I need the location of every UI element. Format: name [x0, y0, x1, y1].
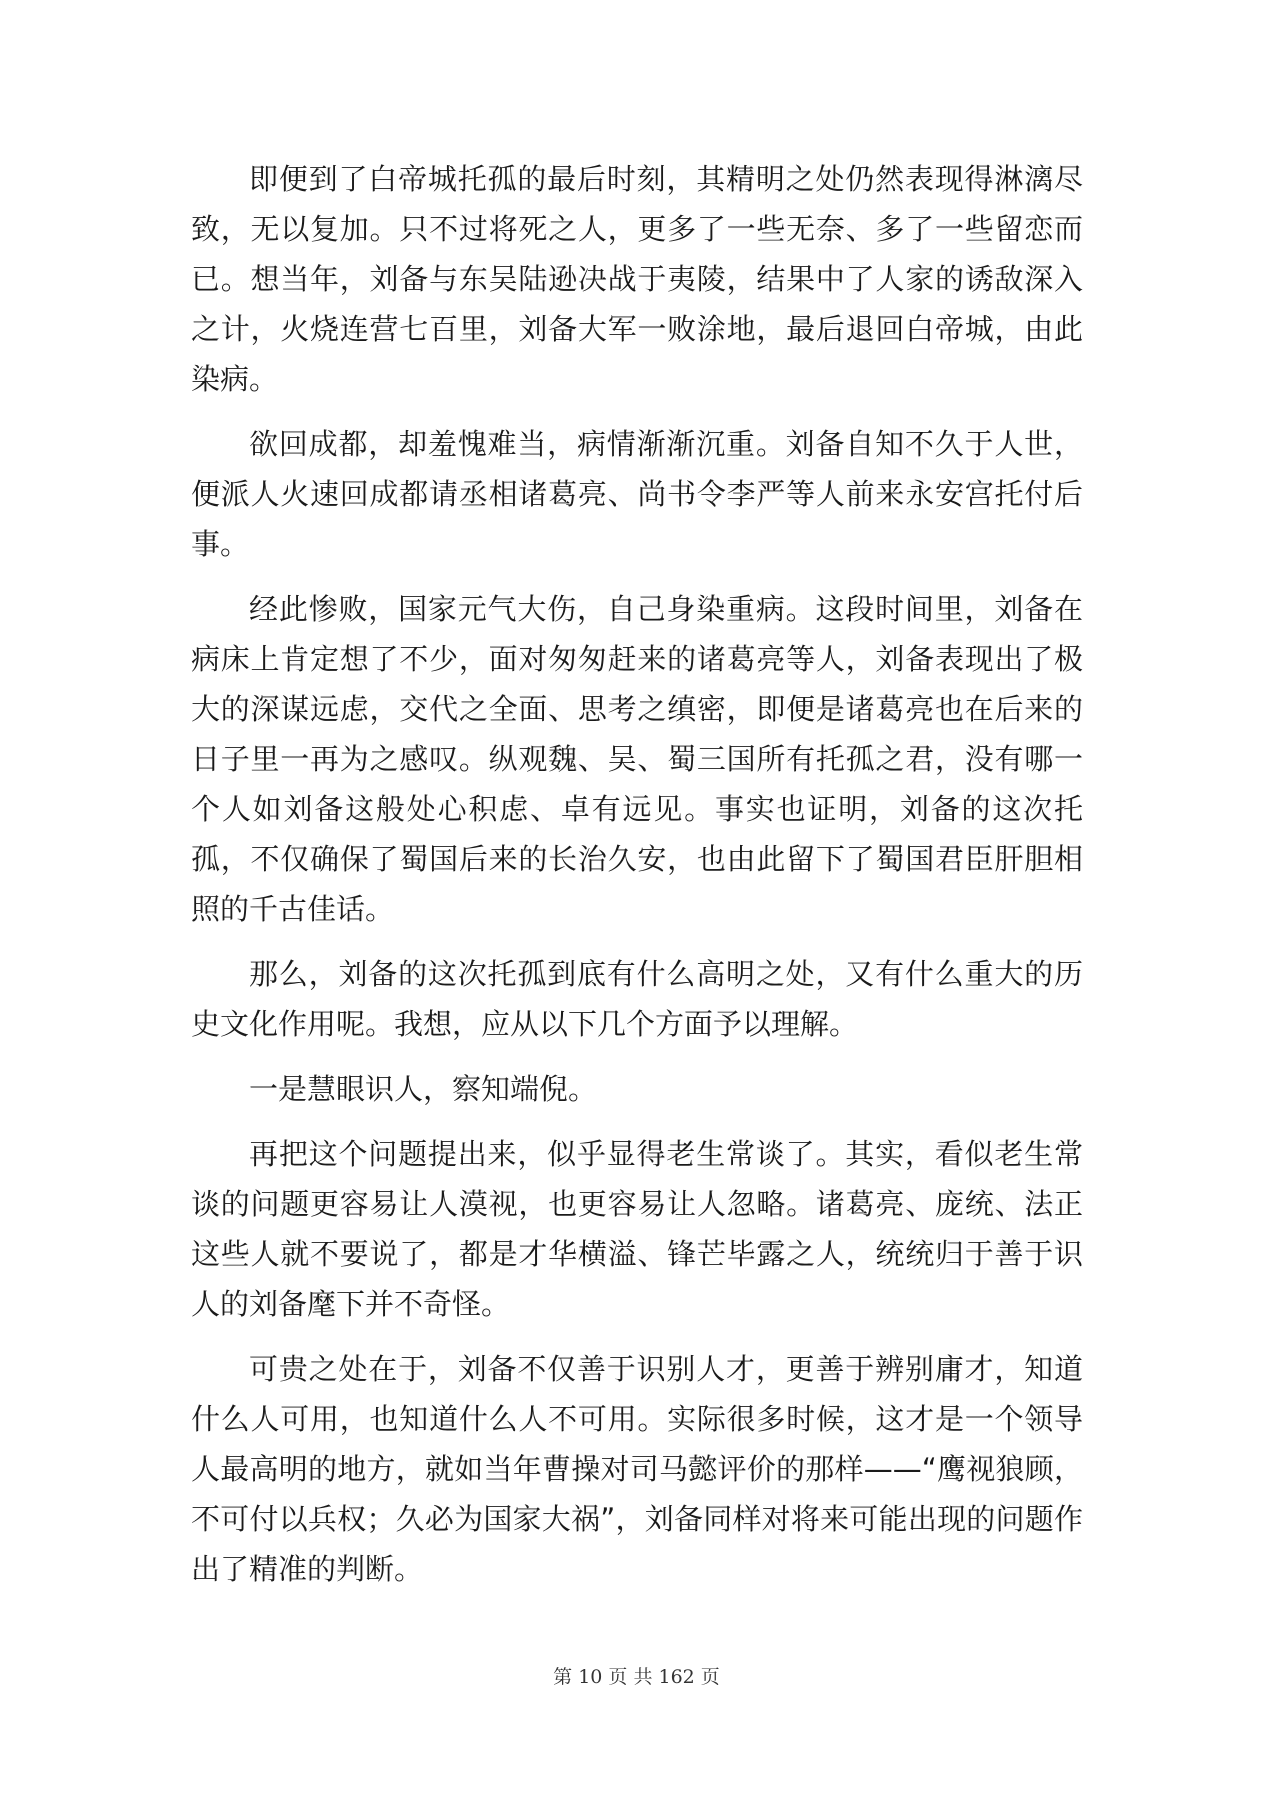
- paragraph-3: 经此惨败，国家元气大伤，自己身染重病。这段时间里，刘备在病床上肯定想了不少，面对匆匆赶来的诸葛亮等人，刘备表现出了极大的深谋远虑，交代之全面、思考之缜密，即便是诸葛亮也在后来的日子里一再为之感叹。纵观魏、吴、蜀三国所有托孤之君，没有哪一个人如刘备这般处心积虑、卓有远见。事实也证明，刘备的这次托孤，不仅确保了蜀国后来的长治久安，也由此留下了蜀国君臣肝胆相照的千古佳话。: [191, 592, 1083, 926]
- paragraph-2: 欲回成都，却羞愧难当，病情渐渐沉重。刘备自知不久于人世，便派人火速回成都请丞相诸葛亮、尚书令李严等人前来永安宫托付后事。: [191, 427, 1083, 561]
- paragraph-6: 再把这个问题提出来，似乎显得老生常谈了。其实，看似老生常谈的问题更容易让人漠视，也更容易让人忽略。诸葛亮、庞统、法正这些人就不要说了，都是才华横溢、锋芒毕露之人，统统归于善于识人的刘备麾下并不奇怪。: [191, 1137, 1083, 1321]
- paragraph-1: 即便到了白帝城托孤的最后时刻，其精明之处仍然表现得淋漓尽致，无以复加。只不过将死之人，更多了一些无奈、多了一些留恋而已。想当年，刘备与东吴陆逊决战于夷陵，结果中了人家的诱敌深入之计，火烧连营七百里，刘备大军一败涂地，最后退回白帝城，由此染病。: [191, 162, 1083, 396]
- body-text: [191, 154, 1083, 1609]
- paragraph-4: 那么，刘备的这次托孤到底有什么高明之处，又有什么重大的历史文化作用呢。我想，应从以下几个方面予以理解。: [191, 957, 1083, 1041]
- paragraph-7: 可贵之处在于，刘备不仅善于识别人才，更善于辨别庸才，知道什么人可用，也知道什么人不可用。实际很多时候，这才是一个领导人最高明的地方，就如当年曹操对司马懿评价的那样——“鹰视狼顾，不可付以兵权；久必为国家大祸”，刘备同样对将来可能出现的问题作出了精准的判断。: [191, 1352, 1083, 1586]
- page-number-footer: 第 10 页 共 162 页: [553, 1666, 720, 1688]
- paragraph-5: 一是慧眼识人，察知端倪。: [249, 1072, 598, 1106]
